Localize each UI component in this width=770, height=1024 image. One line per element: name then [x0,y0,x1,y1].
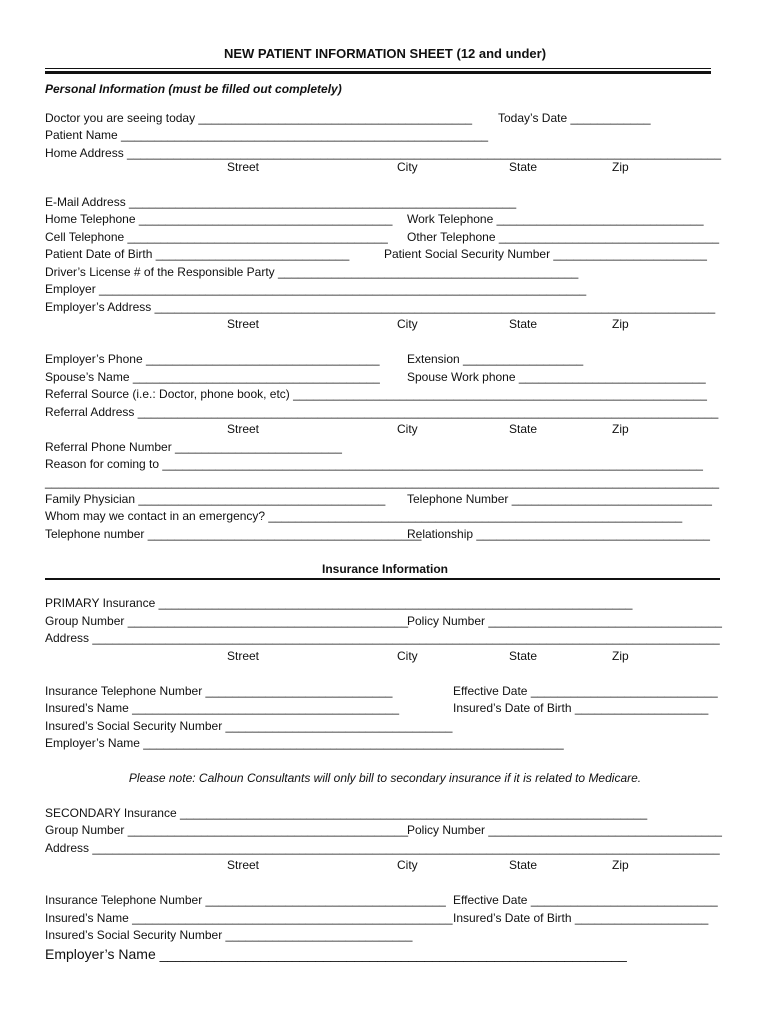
employer-phone-field[interactable]: Employer’s Phone ___________________________________ [45,352,380,366]
patient-ssn-field[interactable]: Patient Social Security Number _______________________ [384,247,707,261]
primary-group-number-field[interactable]: Group Number __________________________________________ [45,614,408,628]
primary-insurance-field[interactable]: PRIMARY Insurance _______________________________________________________________________ [45,596,633,610]
secondary-insured-name-field[interactable]: Insured’s Name ________________________________________________ [45,911,453,925]
employer-field[interactable]: Employer _________________________________________________________________________ [45,282,587,296]
cell-telephone-field[interactable]: Cell Telephone _______________________________________ [45,230,388,244]
primary-insured-name-field[interactable]: Insured’s Name ________________________________________ [45,701,400,715]
referral-address-label-city: City [397,422,418,436]
address-label-zip: Zip [612,160,629,174]
medicare-note: Please note: Calhoun Consultants will only bill to secondary insurance if it is related to Medicare. [128,771,642,785]
secondary-insured-dob-field[interactable]: Insured’s Date of Birth ____________________ [453,911,709,925]
primary-effective-date-field[interactable]: Effective Date ____________________________ [453,684,718,698]
secondary-address-label-street: Street [227,858,260,872]
employer-address-label-zip: Zip [612,317,629,331]
secondary-employer-name-field[interactable]: Employer’s Name ____________________________________________________________ [45,946,627,962]
home-telephone-field[interactable]: Home Telephone ______________________________________ [45,212,393,226]
emergency-telephone-field[interactable]: Telephone number _________________________________________ [45,527,422,541]
emergency-contact-field[interactable]: Whom may we contact in an emergency? ______________________________________________________________ [45,509,683,523]
extension-field[interactable]: Extension __________________ [407,352,584,366]
home-address-field[interactable]: Home Address _________________________________________________________________________________________ [45,146,722,160]
title-rule-thick [45,71,711,74]
secondary-insurance-telephone-field[interactable]: Insurance Telephone Number ____________________________________ [45,893,446,907]
referral-source-field[interactable]: Referral Source (i.e.: Doctor, phone book, etc) ______________________________________________________________ [45,387,707,401]
work-telephone-field[interactable]: Work Telephone _______________________________ [407,212,704,226]
spouse-work-phone-field[interactable]: Spouse Work phone ____________________________ [407,370,706,384]
primary-address-label-state: State [509,649,538,663]
address-label-state: State [509,160,538,174]
secondary-address-label-city: City [397,858,418,872]
address-label-city: City [397,160,418,174]
secondary-address-label-zip: Zip [612,858,629,872]
referral-address-label-zip: Zip [612,422,629,436]
drivers-license-field[interactable]: Driver’s License # of the Responsible Party _____________________________________________ [45,265,579,279]
relationship-field[interactable]: Relationship ___________________________________ [407,527,710,541]
secondary-effective-date-field[interactable]: Effective Date ____________________________ [453,893,718,907]
secondary-insured-ssn-field[interactable]: Insured’s Social Security Number ____________________________ [45,928,413,942]
employer-address-label-city: City [397,317,418,331]
primary-employer-name-field[interactable]: Employer’s Name _______________________________________________________________ [45,736,564,750]
patient-name-field[interactable]: Patient Name _______________________________________________________ [45,128,489,142]
secondary-address-label-state: State [509,858,538,872]
secondary-policy-number-field[interactable]: Policy Number ___________________________________ [407,823,722,837]
form-title: NEW PATIENT INFORMATION SHEET (12 and under) [223,46,547,61]
doctor-field[interactable]: Doctor you are seeing today _________________________________________ [45,111,473,125]
reason-field-line-2[interactable]: _____________________________________________________________________________________________________ [45,475,720,489]
primary-policy-number-field[interactable]: Policy Number ___________________________________ [407,614,722,628]
referral-address-label-state: State [509,422,538,436]
primary-insured-dob-field[interactable]: Insured’s Date of Birth ____________________ [453,701,709,715]
secondary-address-field[interactable]: Address ______________________________________________________________________________________________ [45,841,720,855]
referral-address-label-street: Street [227,422,260,436]
primary-address-label-street: Street [227,649,260,663]
referral-phone-field[interactable]: Referral Phone Number _________________________ [45,440,342,454]
employer-address-field[interactable]: Employer’s Address ____________________________________________________________________________________ [45,300,716,314]
todays-date-field[interactable]: Today’s Date ____________ [498,111,651,125]
primary-address-field[interactable]: Address ______________________________________________________________________________________________ [45,631,720,645]
family-physician-field[interactable]: Family Physician _____________________________________ [45,492,386,506]
secondary-group-number-field[interactable]: Group Number __________________________________________ [45,823,408,837]
title-rule-thin [45,68,711,69]
reason-field[interactable]: Reason for coming to _________________________________________________________________________________ [45,457,703,471]
secondary-insurance-field[interactable]: SECONDARY Insurance ______________________________________________________________________ [45,806,648,820]
primary-insured-ssn-field[interactable]: Insured’s Social Security Number __________________________________ [45,719,453,733]
primary-insurance-telephone-field[interactable]: Insurance Telephone Number ____________________________ [45,684,393,698]
referral-address-field[interactable]: Referral Address _______________________________________________________________________________________ [45,405,719,419]
primary-address-label-city: City [397,649,418,663]
employer-address-label-street: Street [227,317,260,331]
employer-address-label-state: State [509,317,538,331]
primary-address-label-zip: Zip [612,649,629,663]
insurance-rule [45,578,720,580]
patient-dob-field[interactable]: Patient Date of Birth _____________________________ [45,247,350,261]
other-telephone-field[interactable]: Other Telephone _________________________________ [407,230,720,244]
family-physician-telephone-field[interactable]: Telephone Number ______________________________ [407,492,712,506]
insurance-heading: Insurance Information [321,562,449,576]
spouse-name-field[interactable]: Spouse’s Name _____________________________________ [45,370,380,384]
email-field[interactable]: E-Mail Address __________________________________________________________ [45,195,517,209]
address-label-street: Street [227,160,260,174]
personal-info-heading: Personal Information (must be filled out completely) [45,82,342,96]
